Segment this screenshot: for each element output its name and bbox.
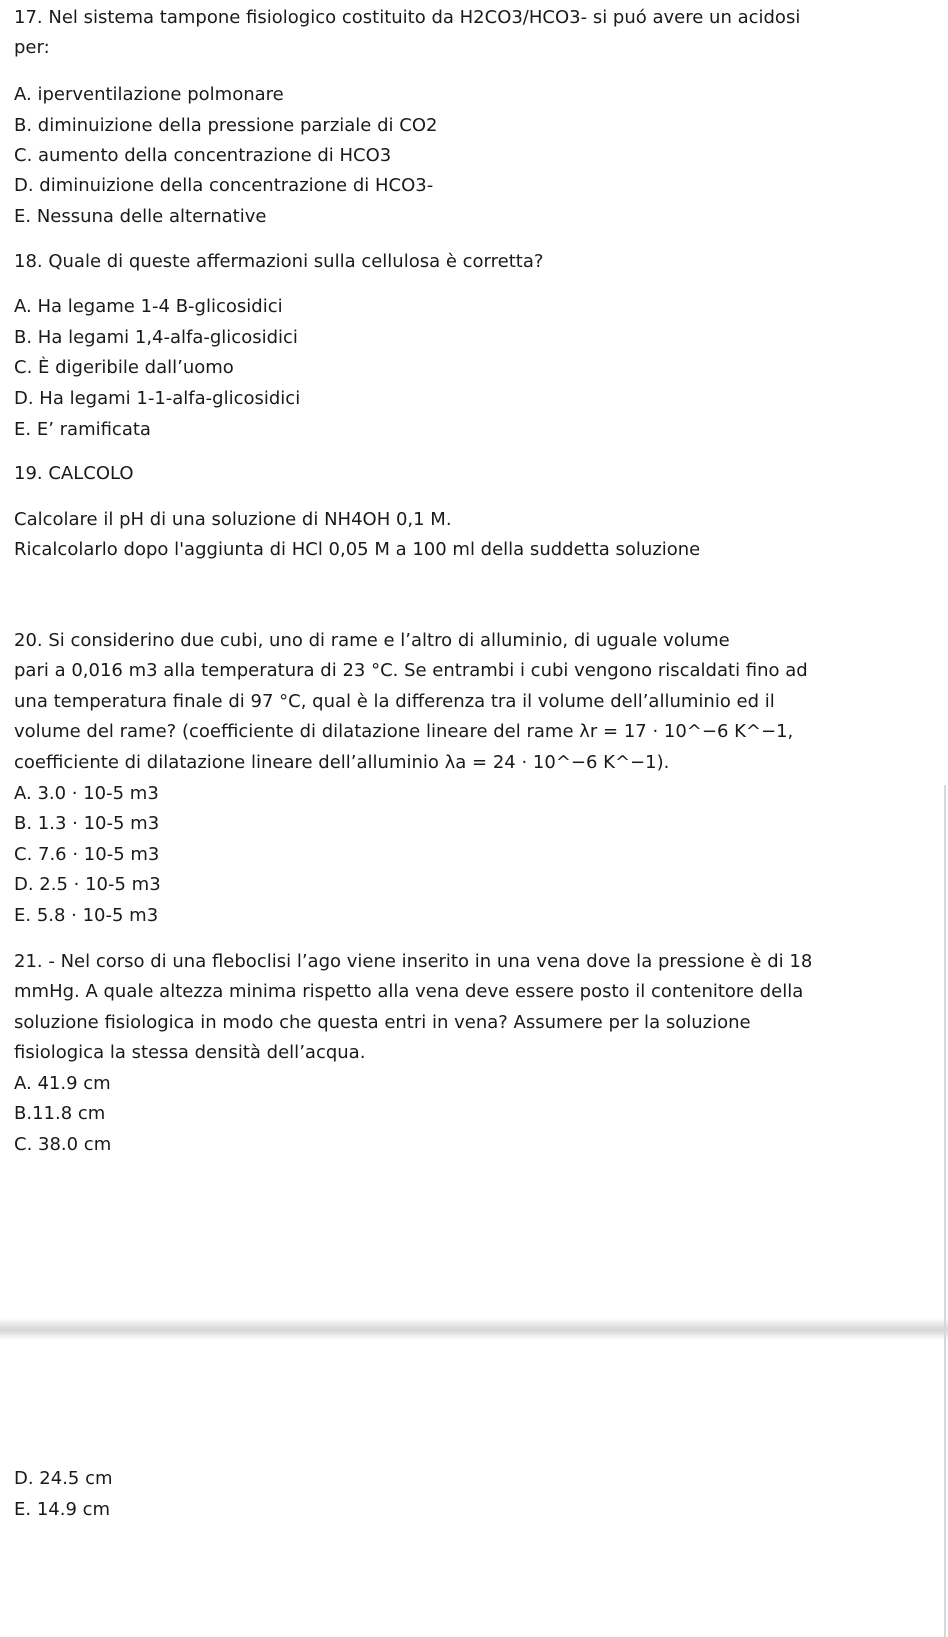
question-17-option-e: E. Nessuna delle alternative xyxy=(14,206,267,227)
question-21-option-b: B.11.8 cm xyxy=(14,1103,106,1124)
question-17-option-d: D. diminuizione della concentrazione di HCO3- xyxy=(14,175,434,196)
question-20-stem-line-1: 20. Si considerino due cubi, uno di rame e l’altro di alluminio, di uguale volume xyxy=(14,630,730,651)
question-19-line-2: Ricalcolarlo dopo l'aggiunta di HCl 0,05 M a 100 ml della suddetta soluzione xyxy=(14,539,701,560)
question-17-stem-line-1: 17. Nel sistema tampone fisiologico costituito da H2CO3/HCO3- si puó avere un acidosi xyxy=(14,7,801,28)
question-21-option-d: D. 24.5 cm xyxy=(14,1468,113,1489)
question-18-option-e: E. E’ ramificata xyxy=(14,419,151,440)
question-18-option-b: B. Ha legami 1,4-alfa-glicosidici xyxy=(14,327,298,348)
question-20-stem-line-3: una temperatura finale di 97 °C, qual è la differenza tra il volume dell’alluminio ed il xyxy=(14,691,775,712)
question-19-title: 19. CALCOLO xyxy=(14,463,134,484)
question-21-stem-line-4: fisiologica la stessa densità dell’acqua. xyxy=(14,1042,366,1063)
page-edge-line xyxy=(944,785,946,1637)
question-20-stem-line-2: pari a 0,016 m3 alla temperatura di 23 °C. Se entrambi i cubi vengono riscaldati fino ad xyxy=(14,660,808,681)
question-20-option-c: C. 7.6 · 10-5 m3 xyxy=(14,844,160,865)
question-17-option-a: A. iperventilazione polmonare xyxy=(14,84,284,105)
question-18-option-c: C. È digeribile dall’uomo xyxy=(14,357,234,378)
question-18-option-a: A. Ha legame 1-4 B-glicosidici xyxy=(14,296,283,317)
question-21-stem-line-3: soluzione fisiologica in modo che questa entri in vena? Assumere per la soluzione xyxy=(14,1012,751,1033)
question-17-option-b: B. diminuizione della pressione parziale di CO2 xyxy=(14,115,438,136)
page-divider xyxy=(0,1318,948,1340)
question-20-option-e: E. 5.8 · 10-5 m3 xyxy=(14,905,159,926)
question-20-option-a: A. 3.0 · 10-5 m3 xyxy=(14,783,159,804)
question-21-option-a: A. 41.9 cm xyxy=(14,1073,111,1094)
question-17-option-c: C. aumento della concentrazione di HCO3 xyxy=(14,145,392,166)
question-21-option-e: E. 14.9 cm xyxy=(14,1499,111,1520)
question-21-stem-line-1: 21. - Nel corso di una fleboclisi l’ago viene inserito in una vena dove la pressione è di 18 xyxy=(14,951,813,972)
question-21-option-c: C. 38.0 cm xyxy=(14,1134,112,1155)
question-20-stem-line-5: coefficiente di dilatazione lineare dell’alluminio λa = 24 · 10^−6 K^−1). xyxy=(14,752,670,773)
question-20-option-b: B. 1.3 · 10-5 m3 xyxy=(14,813,160,834)
question-21-stem-line-2: mmHg. A quale altezza minima rispetto alla vena deve essere posto il contenitore della xyxy=(14,981,804,1002)
question-17-stem-line-2: per: xyxy=(14,37,50,58)
question-18-stem: 18. Quale di queste affermazioni sulla cellulosa è corretta? xyxy=(14,251,544,272)
question-20-option-d: D. 2.5 · 10-5 m3 xyxy=(14,874,161,895)
question-20-stem-line-4: volume del rame? (coefficiente di dilatazione lineare del rame λr = 17 · 10^−6 K^−1, xyxy=(14,721,794,742)
question-19-line-1: Calcolare il pH di una soluzione di NH4OH 0,1 M. xyxy=(14,509,452,530)
question-18-option-d: D. Ha legami 1-1-alfa-glicosidici xyxy=(14,388,301,409)
